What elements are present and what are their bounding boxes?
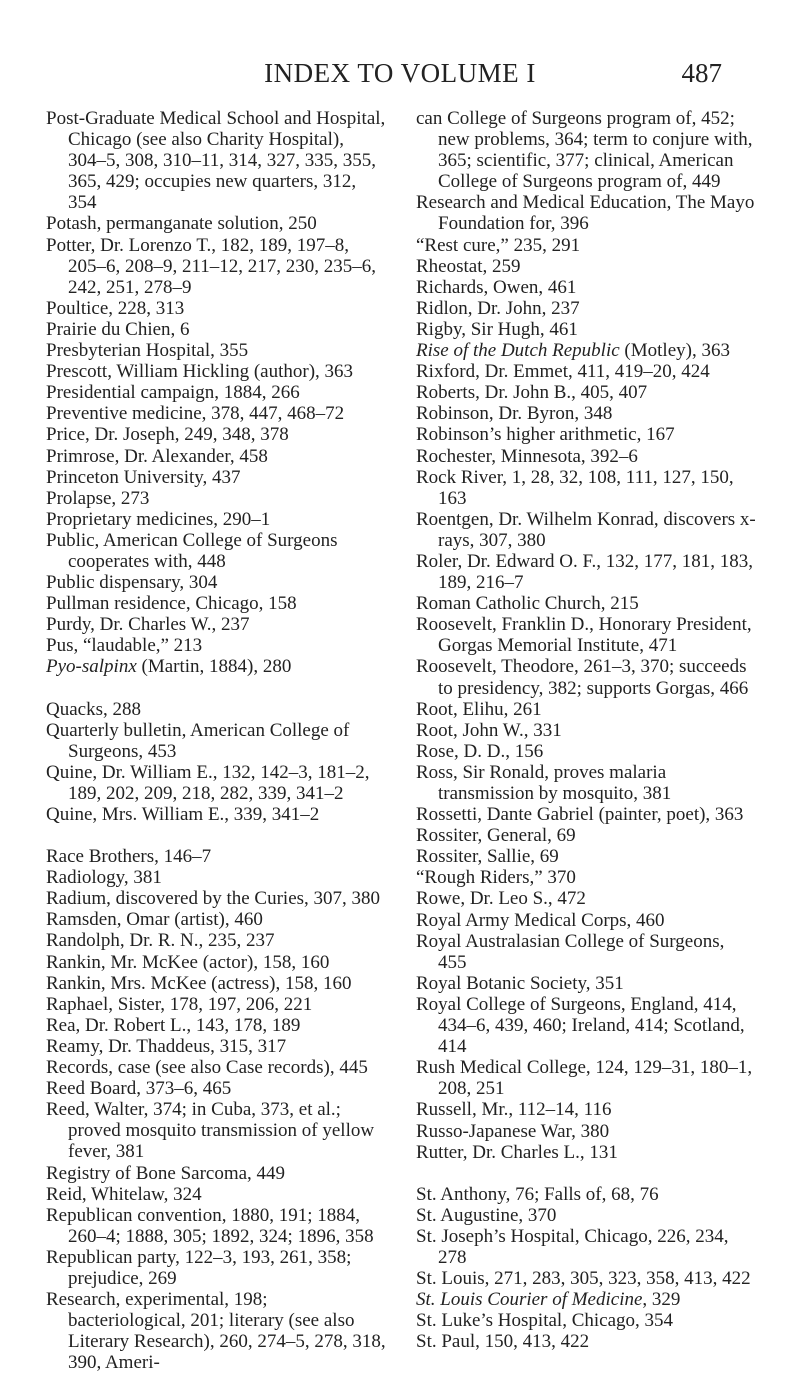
entry-text: Republican party, 122–3, 193, 261, 358; prejudice, 269 xyxy=(46,1246,352,1289)
entry-text: Raphael, Sister, 178, 197, 206, 221 xyxy=(46,993,313,1015)
index-entry xyxy=(416,1057,756,1099)
entry-text: Records, case (see also Case records), 445 xyxy=(46,1057,368,1079)
entry-text: Pus, “laudable,” 213 xyxy=(46,635,203,657)
index-entry xyxy=(46,888,386,909)
index-entry xyxy=(46,909,386,930)
index-entry xyxy=(46,846,386,867)
entry-text: Reed, Walter, 374; in Cuba, 373, et al.; proved mosquito transmission of yellow fever, 381 xyxy=(46,1099,375,1163)
index-entry xyxy=(416,235,756,256)
index-entry xyxy=(46,403,386,424)
index-entry xyxy=(416,403,756,424)
entry-text: Reed Board, 373–6, 465 xyxy=(46,1078,232,1100)
letter-gap xyxy=(46,825,386,846)
index-entry xyxy=(416,382,756,403)
index-entry xyxy=(46,1015,386,1036)
entry-text: St. Anthony, 76; Falls of, 68, 76 xyxy=(416,1183,659,1205)
entry-text: Prescott, William Hickling (author), 363 xyxy=(46,361,354,383)
entry-text: “Rest cure,” 235, 291 xyxy=(416,234,581,256)
entry-text: Quine, Dr. William E., 132, 142–3, 181–2, 189, 202, 209, 218, 282, 339, 341–2 xyxy=(46,761,370,804)
entry-text: Rowe, Dr. Leo S., 472 xyxy=(416,888,586,910)
entry-text: Reid, Whitelaw, 324 xyxy=(46,1183,202,1205)
entry-text: Russo-Japanese War, 380 xyxy=(416,1120,610,1142)
entry-text: “Rough Riders,” 370 xyxy=(416,867,576,889)
index-entry xyxy=(46,509,386,530)
index-entry xyxy=(46,530,386,572)
entry-text: Potter, Dr. Lorenzo T., 182, 189, 197–8, 205–6, 208–9, 211–12, 217, 230, 235–6, 242, 251, 278–9 xyxy=(46,234,377,298)
entry-text: Preventive medicine, 378, 447, 468–72 xyxy=(46,403,345,425)
entry-text: Rea, Dr. Robert L., 143, 178, 189 xyxy=(46,1014,301,1036)
index-entry xyxy=(416,1142,756,1163)
entry-text: Proprietary medicines, 290–1 xyxy=(46,508,271,530)
entry-text: Research and Medical Education, The Mayo Foundation for, 396 xyxy=(416,192,755,235)
entry-text: Quacks, 288 xyxy=(46,698,141,720)
index-entry xyxy=(416,931,756,973)
entry-text: Royal Australasian College of Surgeons, 455 xyxy=(416,930,725,973)
index-entry xyxy=(416,699,756,720)
index-entry xyxy=(416,509,756,551)
entry-text: Roberts, Dr. John B., 405, 407 xyxy=(416,382,648,404)
index-entry xyxy=(416,467,756,509)
index-entry xyxy=(416,593,756,614)
entry-text: Pullman residence, Chicago, 158 xyxy=(46,593,297,615)
index-entry xyxy=(416,888,756,909)
entry-text: Ross, Sir Ronald, proves malaria transmission by mosquito, 381 xyxy=(416,761,672,804)
entry-text: Registry of Bone Sarcoma, 449 xyxy=(46,1162,286,1184)
entry-text: Roosevelt, Franklin D., Honorary President, Gorgas Memorial Institute, 471 xyxy=(416,614,752,657)
index-entry xyxy=(46,1184,386,1205)
index-entry xyxy=(46,1205,386,1247)
index-entry xyxy=(46,952,386,973)
entry-text: Price, Dr. Joseph, 249, 348, 378 xyxy=(46,424,289,446)
entry-text: Public dispensary, 304 xyxy=(46,572,218,594)
entry-text: Rose, D. D., 156 xyxy=(416,740,544,762)
entry-text: Robinson’s higher arithmetic, 167 xyxy=(416,424,675,446)
index-entry xyxy=(416,741,756,762)
index-entry xyxy=(416,256,756,277)
italic-title: Pyo-salpinx xyxy=(46,656,137,678)
index-entry xyxy=(416,973,756,994)
letter-gap xyxy=(46,678,386,699)
entry-text: Presidential campaign, 1884, 266 xyxy=(46,382,300,404)
index-entry xyxy=(416,825,756,846)
index-entry xyxy=(46,720,386,762)
index-entry xyxy=(46,1163,386,1184)
index-entry xyxy=(46,994,386,1015)
index-entry xyxy=(416,1121,756,1142)
index-entry xyxy=(46,1289,386,1373)
entry-text: Rush Medical College, 124, 129–31, 180–1, 208, 251 xyxy=(416,1057,753,1100)
entry-text: , 329 xyxy=(642,1289,681,1311)
entry-text: Rock River, 1, 28, 32, 108, 111, 127, 150, 163 xyxy=(416,466,734,509)
index-entry xyxy=(416,910,756,931)
entry-text: Reamy, Dr. Thaddeus, 315, 317 xyxy=(46,1035,287,1057)
entry-text: Rutter, Dr. Charles L., 131 xyxy=(416,1141,618,1163)
index-column-right xyxy=(416,108,756,1352)
entry-text: Randolph, Dr. R. N., 235, 237 xyxy=(46,930,275,952)
entry-text: Post-Graduate Medical School and Hospital, Chicago (see also Charity Hospital), 304–5, 308, 310–11, 314, 327, 335, 355, 365, 429; occupies new quarters, 312, 354 xyxy=(46,108,386,214)
index-entry xyxy=(416,277,756,298)
index-entry xyxy=(416,656,756,698)
page-header xyxy=(0,58,800,98)
entry-text: Prolapse, 273 xyxy=(46,487,150,509)
entry-text: Roentgen, Dr. Wilhelm Konrad, discovers x-rays, 307, 380 xyxy=(416,508,756,551)
index-entry xyxy=(416,298,756,319)
entry-text: Poultice, 228, 313 xyxy=(46,297,185,319)
entry-text: Rheostat, 259 xyxy=(416,255,521,277)
index-entry xyxy=(416,340,756,361)
index-entry xyxy=(416,108,756,192)
index-entry xyxy=(416,1226,756,1268)
index-entry xyxy=(416,867,756,888)
index-entry xyxy=(46,973,386,994)
entry-text: Root, John W., 331 xyxy=(416,719,562,741)
index-entry xyxy=(416,424,756,445)
italic-title: Rise of the Dutch Republic xyxy=(416,340,620,362)
index-entry xyxy=(416,1184,756,1205)
entry-text: Radiology, 381 xyxy=(46,867,162,889)
index-entry xyxy=(416,1099,756,1120)
italic-title: St. Louis Courier of Medicine xyxy=(416,1289,643,1311)
index-entry xyxy=(46,699,386,720)
index-entry xyxy=(46,361,386,382)
index-entry xyxy=(46,298,386,319)
entry-text: St. Joseph’s Hospital, Chicago, 226, 234, 278 xyxy=(416,1225,729,1268)
entry-text: (Martin, 1884), 280 xyxy=(136,656,292,678)
entry-text: Ridlon, Dr. John, 237 xyxy=(416,297,580,319)
entry-text: Richards, Owen, 461 xyxy=(416,276,577,298)
entry-text: Roosevelt, Theodore, 261–3, 370; succeeds to presidency, 382; supports Gorgas, 466 xyxy=(416,656,749,699)
index-entry xyxy=(416,846,756,867)
index-entry xyxy=(46,467,386,488)
index-entry xyxy=(416,1205,756,1226)
index-entry xyxy=(46,108,386,213)
entry-text: Rigby, Sir Hugh, 461 xyxy=(416,318,578,340)
index-entry xyxy=(416,319,756,340)
index-entry xyxy=(46,424,386,445)
entry-text: Radium, discovered by the Curies, 307, 380 xyxy=(46,888,381,910)
index-entry xyxy=(46,319,386,340)
index-entry xyxy=(46,1099,386,1162)
index-entry xyxy=(46,488,386,509)
entry-text: Rossiter, General, 69 xyxy=(416,825,576,847)
entry-text: Robinson, Dr. Byron, 348 xyxy=(416,403,613,425)
index-entry xyxy=(46,572,386,593)
entry-text: can College of Surgeons program of, 452; new problems, 364; term to conjure with, 365; scientific, 377; clinical, American College of Surgeons program of, 449 xyxy=(416,108,753,193)
index-entry xyxy=(46,1247,386,1289)
entry-text: Royal Botanic Society, 351 xyxy=(416,972,624,994)
index-entry xyxy=(416,1331,756,1352)
index-entry xyxy=(46,804,386,825)
entry-text: Rossetti, Dante Gabriel (painter, poet), 363 xyxy=(416,804,744,826)
entry-text: Princeton University, 437 xyxy=(46,466,241,488)
index-entry xyxy=(46,1036,386,1057)
index-entry xyxy=(416,720,756,741)
index-entry xyxy=(416,762,756,804)
entry-text: Quine, Mrs. William E., 339, 341–2 xyxy=(46,804,320,825)
entry-text: Royal College of Surgeons, England, 414, 434–6, 439, 460; Ireland, 414; Scotland, 414 xyxy=(416,993,745,1058)
entry-text: Quarterly bulletin, American College of Surgeons, 453 xyxy=(46,719,350,762)
entry-text: Root, Elihu, 261 xyxy=(416,698,542,720)
entry-text: St. Louis, 271, 283, 305, 323, 358, 413, 422 xyxy=(416,1268,751,1290)
index-entry xyxy=(416,1268,756,1289)
index-entry xyxy=(416,1310,756,1331)
entry-text: Rankin, Mr. McKee (actor), 158, 160 xyxy=(46,951,330,973)
entry-text: Royal Army Medical Corps, 460 xyxy=(416,909,665,931)
entry-text: St. Luke’s Hospital, Chicago, 354 xyxy=(416,1310,674,1332)
index-entry xyxy=(46,340,386,361)
index-entry xyxy=(46,213,386,234)
letter-gap xyxy=(416,1163,756,1184)
entry-text: Rossiter, Sallie, 69 xyxy=(416,846,559,868)
index-entry xyxy=(46,930,386,951)
index-entry xyxy=(46,656,386,677)
entry-text: Rochester, Minnesota, 392–6 xyxy=(416,445,638,467)
entry-text: Purdy, Dr. Charles W., 237 xyxy=(46,614,250,636)
entry-text: Potash, permanganate solution, 250 xyxy=(46,213,317,235)
running-title: INDEX TO VOLUME I xyxy=(264,58,536,88)
entry-text: Research, experimental, 198; bacteriological, 201; literary (see also Literary Research), 260, 274–5, 278, 318, 390, Ameri- xyxy=(46,1289,386,1373)
entry-text: Public, American College of Surgeons cooperates with, 448 xyxy=(46,529,338,572)
entry-text: Primrose, Dr. Alexander, 458 xyxy=(46,445,268,467)
index-entry xyxy=(46,1078,386,1099)
index-entry xyxy=(46,762,386,804)
entry-text: Prairie du Chien, 6 xyxy=(46,318,190,340)
index-entry xyxy=(46,635,386,656)
index-entry xyxy=(416,192,756,234)
index-entry xyxy=(416,1289,756,1310)
index-entry xyxy=(46,614,386,635)
entry-text: (Motley), 363 xyxy=(619,340,730,362)
entry-text: Republican convention, 1880, 191; 1884, 260–4; 1888, 305; 1892, 324; 1896, 358 xyxy=(46,1204,374,1247)
entry-text: Ramsden, Omar (artist), 460 xyxy=(46,909,263,931)
index-entry xyxy=(46,1057,386,1078)
entry-text: St. Augustine, 370 xyxy=(416,1204,557,1226)
index-entry xyxy=(46,446,386,467)
index-entry xyxy=(46,867,386,888)
index-entry xyxy=(416,804,756,825)
index-entry xyxy=(416,361,756,382)
entry-text: St. Paul, 150, 413, 422 xyxy=(416,1331,590,1353)
entry-text: Roman Catholic Church, 215 xyxy=(416,593,639,615)
entry-text: Rankin, Mrs. McKee (actress), 158, 160 xyxy=(46,972,352,994)
index-entry xyxy=(416,551,756,593)
entry-text: Rixford, Dr. Emmet, 411, 419–20, 424 xyxy=(416,361,710,383)
index-entry xyxy=(416,994,756,1057)
page-number: 487 xyxy=(681,58,722,88)
entry-text: Presbyterian Hospital, 355 xyxy=(46,340,249,362)
index-column-left xyxy=(46,108,386,1373)
index-entry xyxy=(416,614,756,656)
index-entry xyxy=(416,446,756,467)
entry-text: Russell, Mr., 112–14, 116 xyxy=(416,1099,612,1121)
index-entry xyxy=(46,593,386,614)
entry-text: Race Brothers, 146–7 xyxy=(46,846,212,868)
entry-text: Roler, Dr. Edward O. F., 132, 177, 181, 183, 189, 216–7 xyxy=(416,550,754,594)
index-entry xyxy=(46,235,386,298)
index-entry xyxy=(46,382,386,403)
